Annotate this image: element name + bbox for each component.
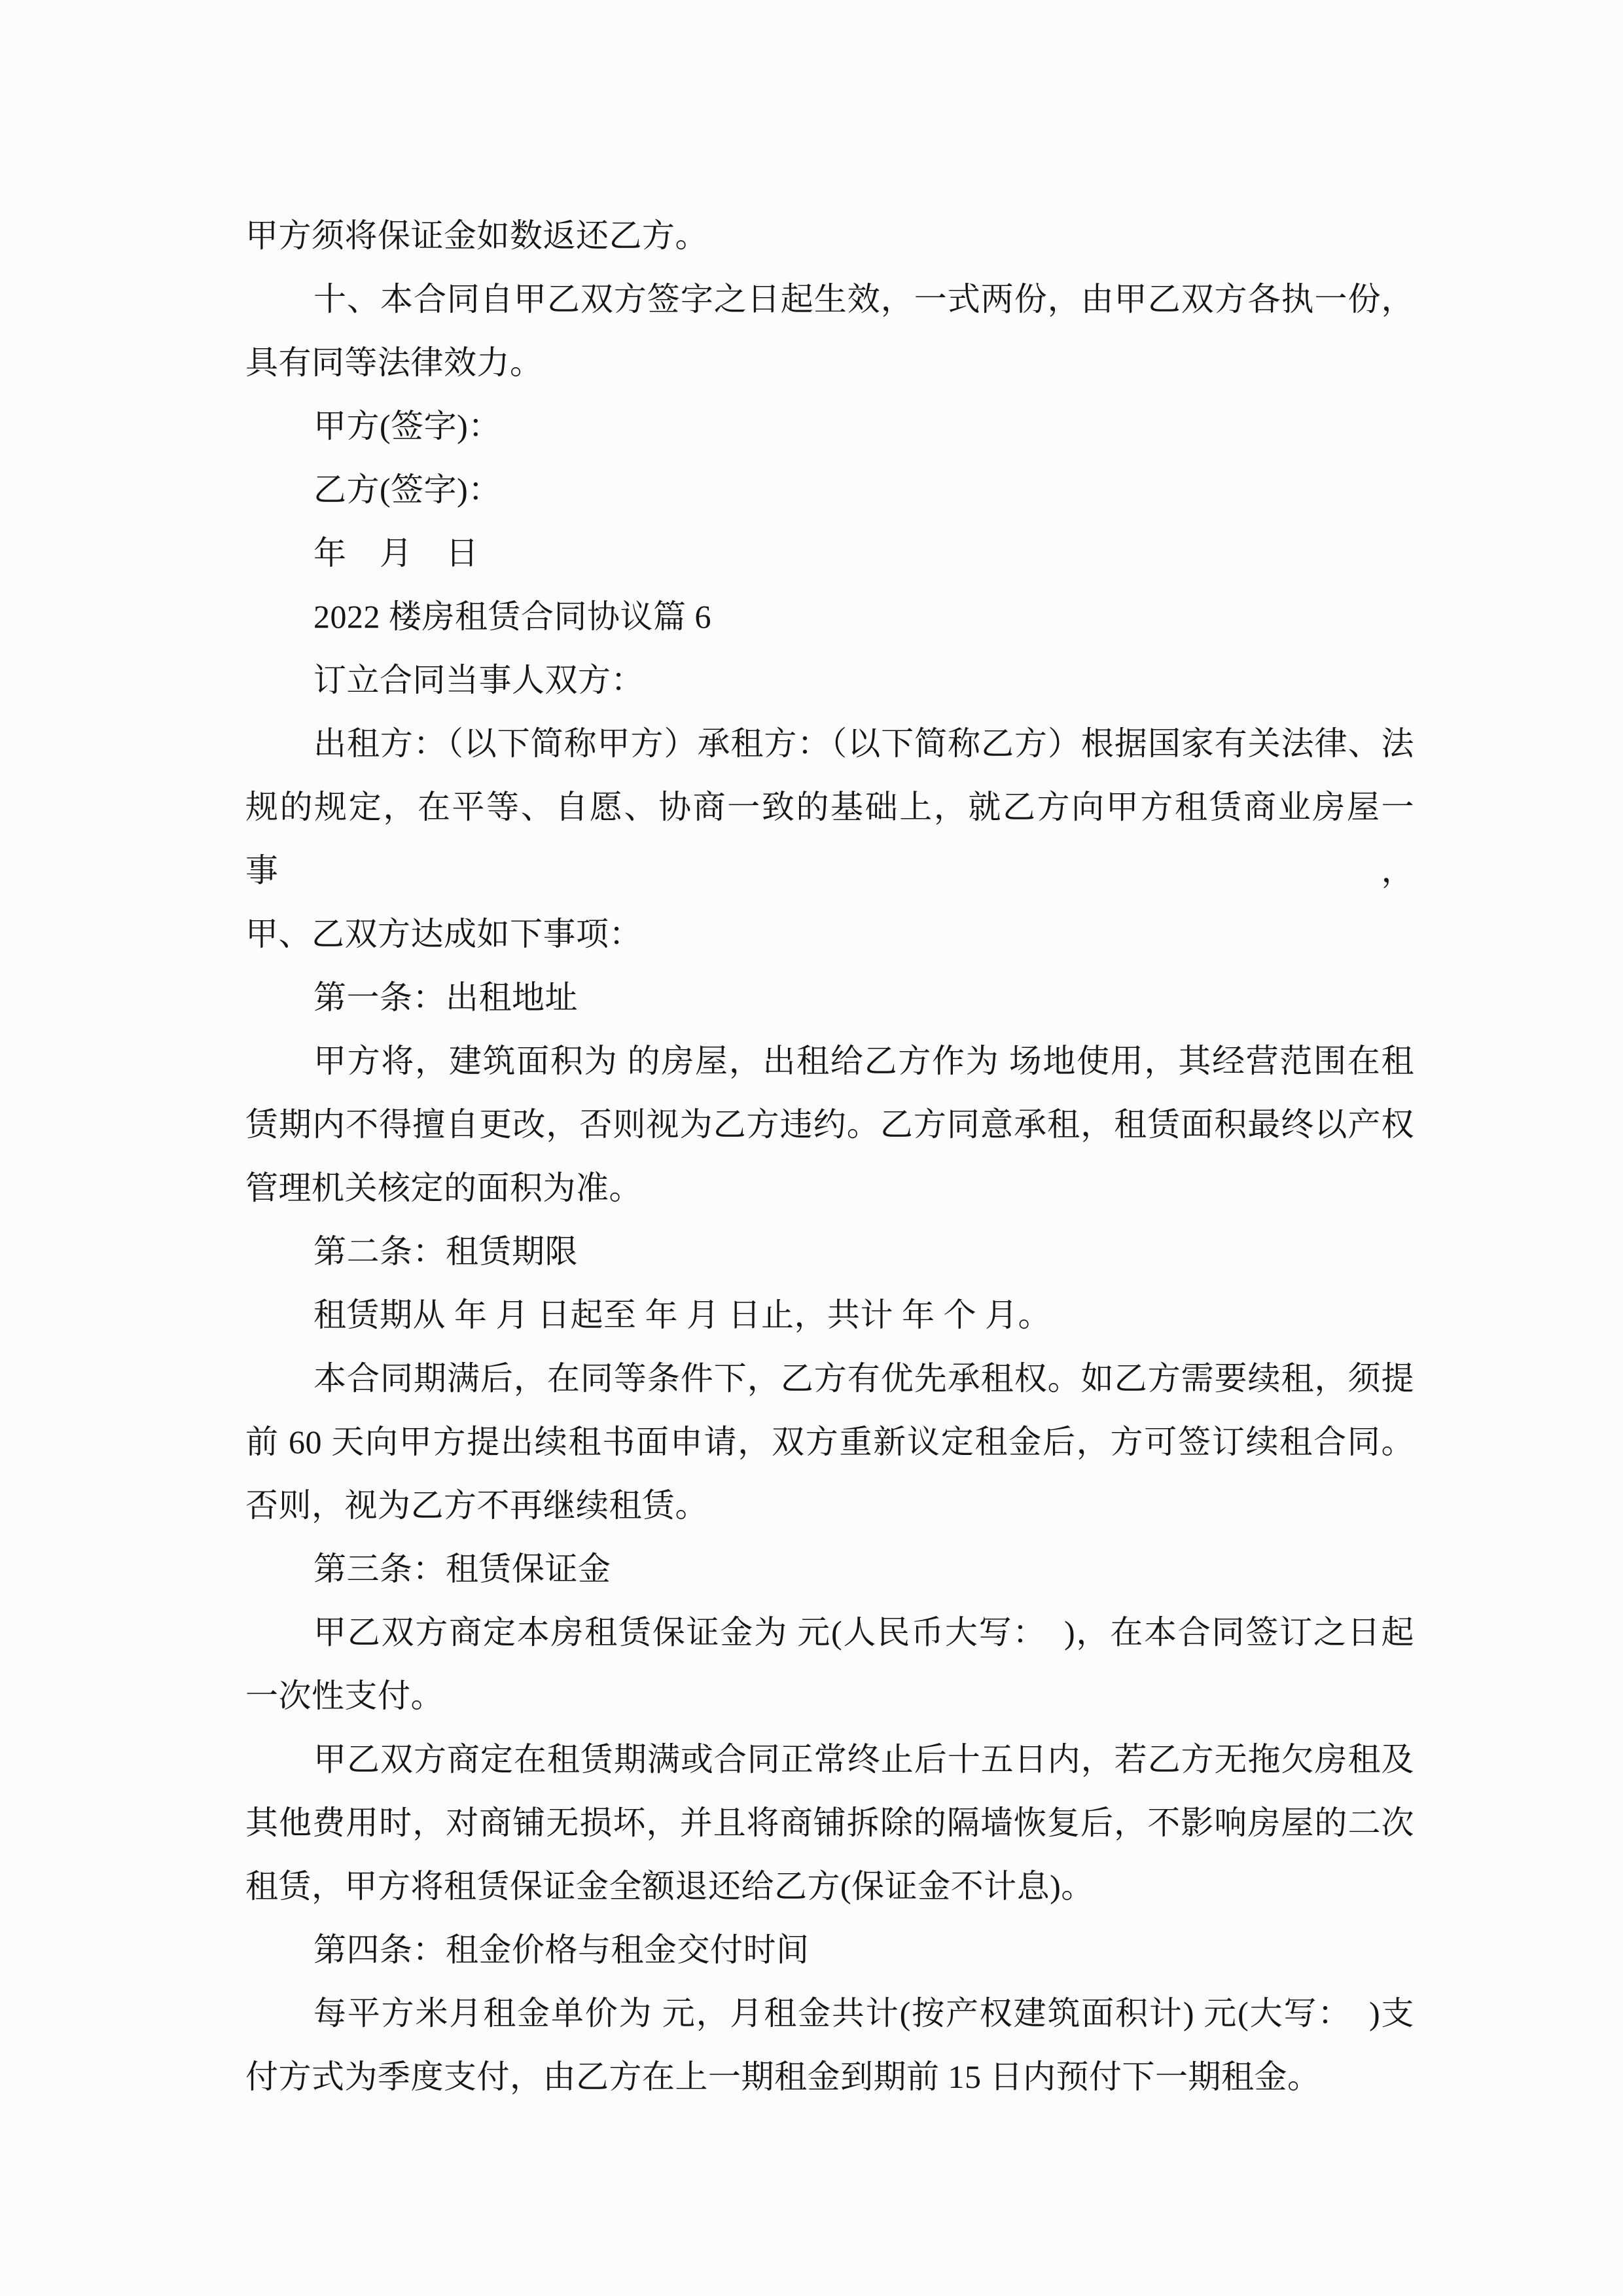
text-line: 第二条：租赁期限 (313, 1233, 578, 1270)
text-line: 具有同等法律效力。 (245, 344, 543, 381)
text-line: 规的规定，在平等、自愿、协商一致的基础上，就乙方向甲方租赁商业房屋一事， (245, 789, 1414, 889)
text-line: 乙方(签字)： (313, 471, 501, 508)
text-line: 2022 楼房租赁合同协议篇 6 (313, 598, 711, 635)
text-line: 年 月 日 (313, 535, 479, 571)
text-line: 其他费用时，对商铺无损坏，并且将商铺拆除的隔墙恢复后，不影响房屋的二次 (245, 1804, 1414, 1841)
text-line: 订立合同当事人双方： (313, 662, 644, 698)
text-line: 甲方须将保证金如数返还乙方。 (245, 217, 708, 254)
text-line: 前 60 天向甲方提出续租书面申请，双方重新议定租金后，方可签订续租合同。 (245, 1424, 1414, 1460)
text-line: 第四条：租金价格与租金交付时间 (313, 1931, 810, 1968)
text-line: 甲乙双方商定在租赁期满或合同正常终止后十五日内，若乙方无拖欠房租及 (313, 1741, 1414, 1778)
text-line: 第一条：出租地址 (313, 979, 578, 1016)
text-line: 否则，视为乙方不再继续租赁。 (245, 1487, 708, 1524)
text-line: 甲、乙双方达成如下事项： (245, 916, 642, 952)
text-line: 出租方：（以下简称甲方）承租方：（以下简称乙方）根据国家有关法律、法 (313, 725, 1414, 762)
text-line: 甲乙双方商定本房租赁保证金为 元(人民币大写： )，在本合同签订之日起 (313, 1614, 1414, 1651)
text-line: 一次性支付。 (245, 1677, 444, 1714)
text-line: 租赁，甲方将租赁保证金全额退还给乙方(保证金不计息)。 (245, 1868, 1094, 1905)
text-line: 甲方将，建筑面积为 的房屋，出租给乙方作为 场地使用，其经营范围在租 (313, 1043, 1414, 1079)
text-line: 赁期内不得擅自更改，否则视为乙方违约。乙方同意承租，租赁面积最终以产权 (245, 1106, 1414, 1143)
text-line: 租赁期从 年 月 日起至 年 月 日止，共计 年 个 月。 (313, 1297, 1051, 1333)
text-line: 管理机关核定的面积为准。 (245, 1170, 642, 1206)
text-line: 每平方米月租金单价为 元，月租金共计(按产权建筑面积计) 元(大写： )支 (313, 1995, 1414, 2032)
text-line: 本合同期满后，在同等条件下，乙方有优先承租权。如乙方需要续租，须提 (313, 1360, 1414, 1397)
text-line: 第三条：租赁保证金 (313, 1551, 611, 1587)
text-line: 付方式为季度支付，由乙方在上一期租金到期前 15 日内预付下一期租金。 (245, 2058, 1321, 2095)
text-line: 十、本合同自甲乙双方签字之日起生效，一式两份，由甲乙双方各执一份， (313, 281, 1414, 317)
contract-document (245, 204, 1414, 2109)
text-line: 甲方(签字)： (313, 408, 501, 444)
